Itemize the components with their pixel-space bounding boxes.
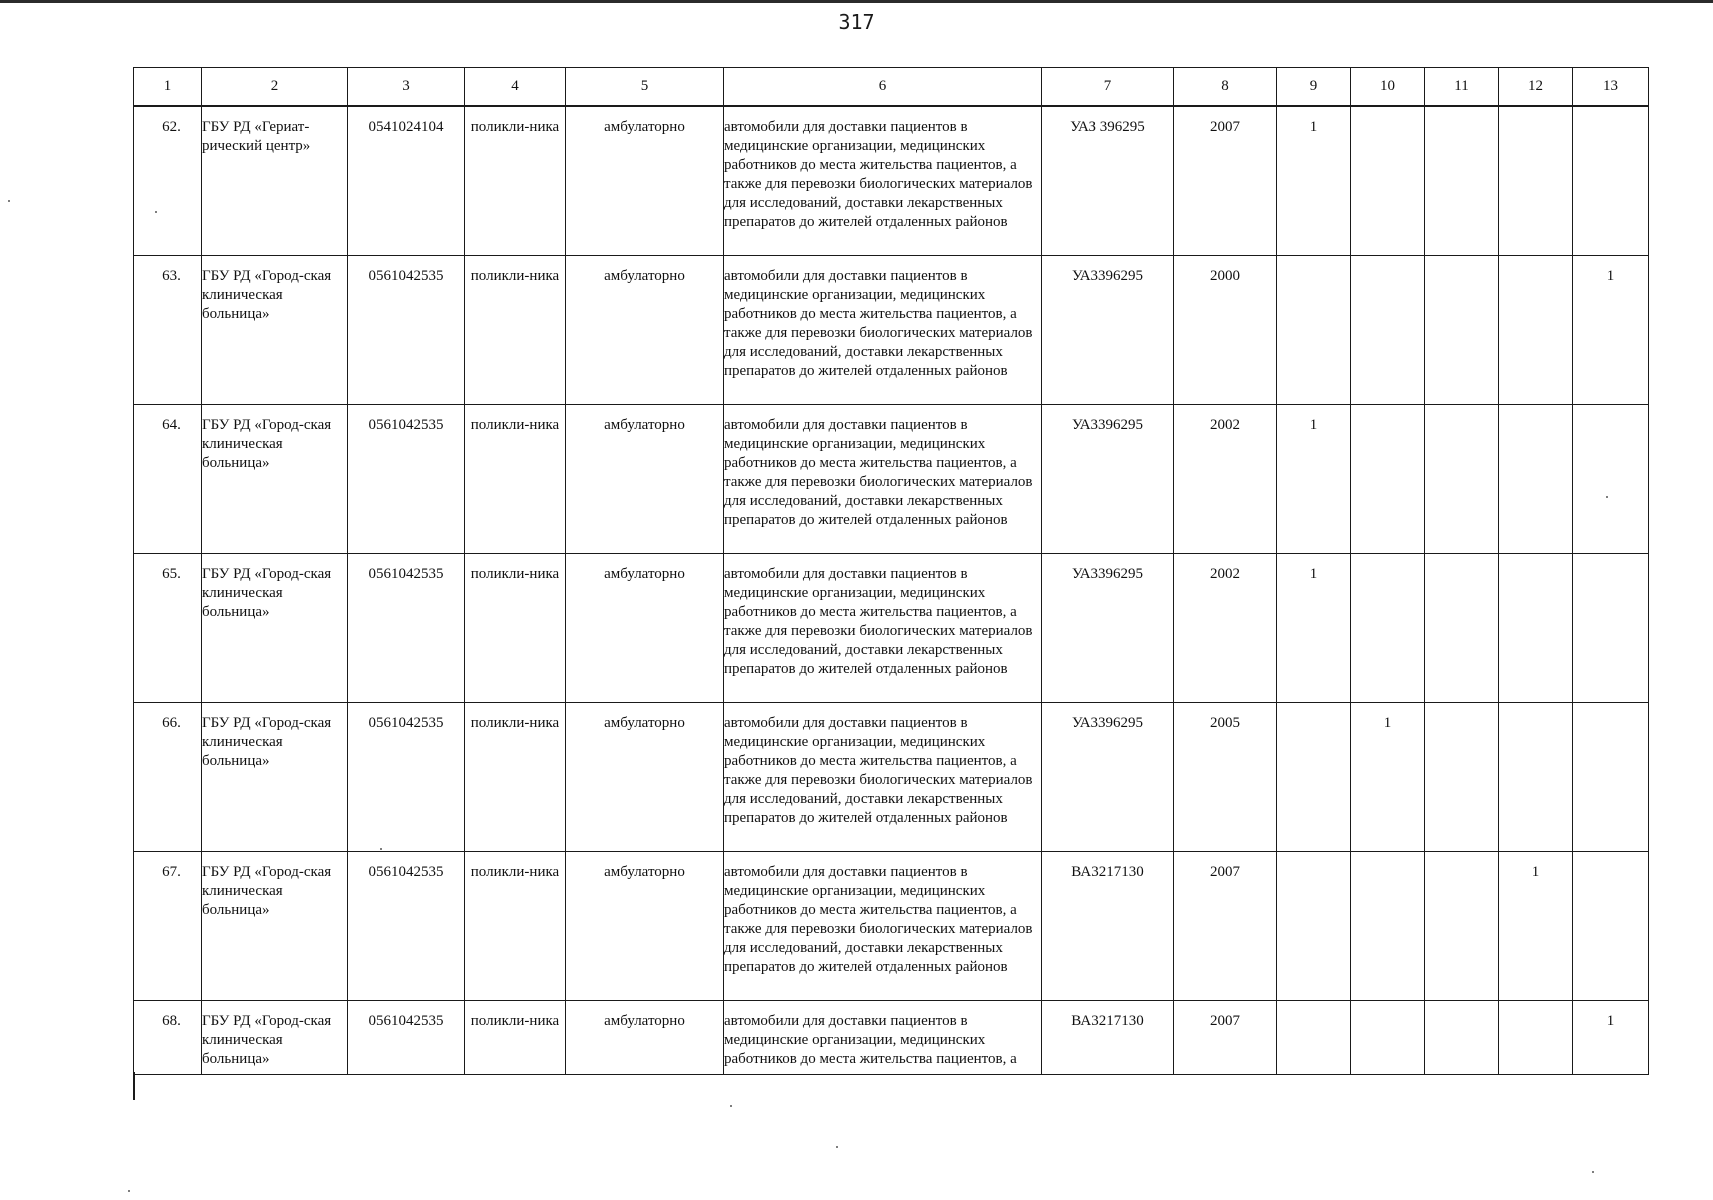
vehicle-model: УА3396295	[1071, 268, 1144, 284]
count-col-10: 1	[1383, 715, 1392, 731]
facility-type-cell	[465, 703, 566, 852]
organization-name: ГБУ РД «Город-ская клиническая больница»	[202, 864, 332, 918]
vehicle-model-cell	[1042, 703, 1174, 852]
vehicle-register-table	[133, 67, 1649, 1075]
scan-speck	[730, 1105, 732, 1107]
row-number: 63.	[162, 268, 181, 284]
count-col-9: 1	[1309, 566, 1318, 582]
count-col-12	[1499, 1001, 1572, 1012]
care-form-cell	[566, 554, 724, 703]
organization-name: ГБУ РД «Город-ская клиническая больница»	[202, 1013, 332, 1067]
facility-type: поликли-ника	[470, 864, 560, 880]
count-col-10	[1351, 405, 1424, 416]
column-header: 8	[1174, 68, 1277, 107]
header-row	[134, 68, 1649, 107]
table-row	[134, 1001, 1649, 1075]
care-form-cell	[566, 703, 724, 852]
vehicle-purpose: автомобили для доставки пациентов в медицинские организации, медицинских работников до места жительства пациентов, а также для перевозки биологических материалов для исследований, доставки лекарственных препаратов до жителей отдаленных районов	[724, 119, 1033, 230]
count-col-12-cell	[1499, 703, 1573, 852]
count-col-13	[1573, 703, 1648, 714]
vehicle-purpose: автомобили для доставки пациентов в медицинские организации, медицинских работников до места жительства пациентов, а также для перевозки биологических материалов для исследований, доставки лекарственных препаратов до жителей отдаленных районов	[724, 566, 1033, 677]
vehicle-year-cell	[1174, 1001, 1277, 1075]
count-col-13	[1573, 554, 1648, 565]
inn-code-cell	[348, 256, 465, 405]
row-number-cell	[134, 106, 202, 256]
vehicle-year-cell	[1174, 256, 1277, 405]
count-col-10-cell	[1351, 106, 1425, 256]
count-col-13-cell	[1573, 554, 1649, 703]
count-col-13-cell	[1573, 106, 1649, 256]
scan-speck	[1592, 1171, 1594, 1173]
row-number-cell	[134, 554, 202, 703]
column-header: 12	[1499, 68, 1573, 107]
count-col-12: 1	[1531, 864, 1540, 880]
column-header: 10	[1351, 68, 1425, 107]
vehicle-model-cell	[1042, 554, 1174, 703]
column-header: 13	[1573, 68, 1649, 107]
count-col-11-cell	[1425, 703, 1499, 852]
column-header: 1	[134, 68, 202, 107]
care-form: амбулаторно	[604, 268, 685, 284]
count-col-13: 1	[1606, 1013, 1615, 1029]
vehicle-year: 2002	[1210, 417, 1240, 433]
count-col-11-cell	[1425, 554, 1499, 703]
organization-name-cell	[202, 1001, 348, 1075]
count-col-10-cell	[1351, 852, 1425, 1001]
care-form-cell	[566, 852, 724, 1001]
care-form: амбулаторно	[604, 119, 685, 135]
vehicle-purpose-cell	[724, 554, 1042, 703]
vehicle-year-cell	[1174, 852, 1277, 1001]
vehicle-model: ВА3217130	[1071, 864, 1144, 880]
column-header: 9	[1277, 68, 1351, 107]
count-col-9: 1	[1309, 119, 1318, 135]
row-number: 67.	[162, 864, 181, 880]
vehicle-purpose: автомобили для доставки пациентов в медицинские организации, медицинских работников до места жительства пациентов, а также для перевозки биологических материалов для исследований, доставки лекарственных препаратов до жителей отдаленных районов	[724, 864, 1033, 975]
vehicle-year-cell	[1174, 703, 1277, 852]
count-col-13-cell	[1573, 256, 1649, 405]
count-col-13-cell	[1573, 405, 1649, 554]
count-col-11-cell	[1425, 852, 1499, 1001]
inn-code: 0561042535	[368, 864, 444, 880]
organization-name-cell	[202, 554, 348, 703]
count-col-9	[1277, 1001, 1350, 1012]
care-form: амбулаторно	[604, 715, 685, 731]
count-col-10	[1351, 107, 1424, 118]
table-row	[134, 256, 1649, 405]
care-form: амбулаторно	[604, 864, 685, 880]
vehicle-purpose-cell	[724, 852, 1042, 1001]
count-col-13	[1573, 107, 1648, 118]
column-header: 3	[348, 68, 465, 107]
inn-code-cell	[348, 405, 465, 554]
count-col-12	[1499, 405, 1572, 416]
vehicle-year-cell	[1174, 554, 1277, 703]
vehicle-year: 2007	[1210, 1013, 1240, 1029]
facility-type-cell	[465, 106, 566, 256]
count-col-12	[1499, 554, 1572, 565]
column-header: 7	[1042, 68, 1174, 107]
count-col-11	[1425, 405, 1498, 416]
table-row	[134, 405, 1649, 554]
vehicle-year-cell	[1174, 405, 1277, 554]
table-row	[134, 852, 1649, 1001]
count-col-10-cell	[1351, 405, 1425, 554]
facility-type: поликли-ника	[470, 417, 560, 433]
row-number: 68.	[162, 1013, 181, 1029]
count-col-11	[1425, 852, 1498, 863]
count-col-12	[1499, 107, 1572, 118]
count-col-13-cell	[1573, 852, 1649, 1001]
vehicle-model-cell	[1042, 852, 1174, 1001]
inn-code: 0541024104	[368, 119, 444, 135]
vehicle-purpose: автомобили для доставки пациентов в медицинские организации, медицинских работников до места жительства пациентов, а	[724, 1013, 1017, 1067]
vehicle-purpose: автомобили для доставки пациентов в медицинские организации, медицинских работников до места жительства пациентов, а также для перевозки биологических материалов для исследований, доставки лекарственных препаратов до жителей отдаленных районов	[724, 715, 1033, 826]
table-row	[134, 703, 1649, 852]
vehicle-year: 2007	[1210, 119, 1240, 135]
inn-code-cell	[348, 1001, 465, 1075]
table-row	[134, 554, 1649, 703]
column-header: 4	[465, 68, 566, 107]
vehicle-year-cell	[1174, 106, 1277, 256]
count-col-9	[1277, 256, 1350, 267]
facility-type: поликли-ника	[470, 715, 560, 731]
column-header: 5	[566, 68, 724, 107]
organization-name: ГБУ РД «Гериат-рический центр»	[202, 119, 311, 154]
vehicle-model-cell	[1042, 256, 1174, 405]
facility-type-cell	[465, 852, 566, 1001]
vehicle-purpose-cell	[724, 106, 1042, 256]
count-col-11	[1425, 703, 1498, 714]
care-form-cell	[566, 1001, 724, 1075]
vehicle-model-cell	[1042, 106, 1174, 256]
care-form-cell	[566, 256, 724, 405]
count-col-12-cell	[1499, 852, 1573, 1001]
care-form-cell	[566, 106, 724, 256]
count-col-10	[1351, 1001, 1424, 1012]
count-col-11-cell	[1425, 1001, 1499, 1075]
organization-name-cell	[202, 852, 348, 1001]
row-number-cell	[134, 256, 202, 405]
vehicle-model: ВА3217130	[1071, 1013, 1144, 1029]
scan-speck	[155, 211, 157, 213]
table-row	[134, 106, 1649, 256]
vehicle-model-cell	[1042, 405, 1174, 554]
count-col-11	[1425, 1001, 1498, 1012]
facility-type: поликли-ника	[470, 119, 560, 135]
count-col-13	[1573, 852, 1648, 863]
organization-name-cell	[202, 256, 348, 405]
facility-type-cell	[465, 405, 566, 554]
count-col-9-cell	[1277, 1001, 1351, 1075]
count-col-9	[1277, 852, 1350, 863]
count-col-11	[1425, 256, 1498, 267]
vehicle-model: УА3396295	[1071, 566, 1144, 582]
inn-code: 0561042535	[368, 566, 444, 582]
care-form: амбулаторно	[604, 417, 685, 433]
count-col-12-cell	[1499, 256, 1573, 405]
vehicle-year: 2002	[1210, 566, 1240, 582]
vehicle-purpose-cell	[724, 1001, 1042, 1075]
inn-code-cell	[348, 703, 465, 852]
count-col-12-cell	[1499, 1001, 1573, 1075]
organization-name: ГБУ РД «Город-ская клиническая больница»	[202, 566, 332, 620]
vehicle-model: УА3396295	[1071, 715, 1144, 731]
vehicle-year: 2000	[1210, 268, 1240, 284]
page-edge-mark	[133, 1072, 135, 1100]
vehicle-purpose-cell	[724, 405, 1042, 554]
count-col-13-cell	[1573, 703, 1649, 852]
organization-name: ГБУ РД «Город-ская клиническая больница»	[202, 715, 332, 769]
facility-type-cell	[465, 1001, 566, 1075]
vehicle-purpose: автомобили для доставки пациентов в медицинские организации, медицинских работников до места жительства пациентов, а также для перевозки биологических материалов для исследований, доставки лекарственных препаратов до жителей отдаленных районов	[724, 268, 1033, 379]
organization-name-cell	[202, 703, 348, 852]
count-col-12	[1499, 256, 1572, 267]
facility-type-cell	[465, 256, 566, 405]
top-border-line	[0, 0, 1713, 3]
count-col-13: 1	[1606, 268, 1615, 284]
row-number-cell	[134, 703, 202, 852]
count-col-12-cell	[1499, 554, 1573, 703]
count-col-12-cell	[1499, 106, 1573, 256]
count-col-9	[1277, 703, 1350, 714]
count-col-11-cell	[1425, 256, 1499, 405]
inn-code-cell	[348, 106, 465, 256]
vehicle-model: УАЗ 396295	[1070, 119, 1145, 135]
count-col-9-cell	[1277, 554, 1351, 703]
count-col-10-cell	[1351, 703, 1425, 852]
column-header: 2	[202, 68, 348, 107]
row-number-cell	[134, 405, 202, 554]
count-col-10-cell	[1351, 256, 1425, 405]
inn-code: 0561042535	[368, 1013, 444, 1029]
facility-type: поликли-ника	[470, 566, 560, 582]
inn-code: 0561042535	[368, 268, 444, 284]
organization-name: ГБУ РД «Город-ская клиническая больница»	[202, 268, 332, 322]
count-col-10-cell	[1351, 1001, 1425, 1075]
count-col-10	[1351, 256, 1424, 267]
facility-type: поликли-ника	[470, 268, 560, 284]
organization-name: ГБУ РД «Город-ская клиническая больница»	[202, 417, 332, 471]
count-col-9-cell	[1277, 405, 1351, 554]
count-col-12	[1499, 703, 1572, 714]
column-header: 6	[724, 68, 1042, 107]
count-col-10-cell	[1351, 554, 1425, 703]
row-number-cell	[134, 1001, 202, 1075]
inn-code: 0561042535	[368, 715, 444, 731]
scan-speck	[128, 1190, 130, 1192]
count-col-13-cell	[1573, 1001, 1649, 1075]
count-col-11	[1425, 107, 1498, 118]
count-col-9-cell	[1277, 703, 1351, 852]
column-header: 11	[1425, 68, 1499, 107]
care-form: амбулаторно	[604, 1013, 685, 1029]
row-number: 62.	[162, 119, 181, 135]
count-col-9-cell	[1277, 106, 1351, 256]
care-form-cell	[566, 405, 724, 554]
count-col-13	[1573, 405, 1648, 416]
count-col-10	[1351, 852, 1424, 863]
count-col-9-cell	[1277, 256, 1351, 405]
row-number: 66.	[162, 715, 181, 731]
inn-code: 0561042535	[368, 417, 444, 433]
vehicle-model-cell	[1042, 1001, 1174, 1075]
scan-speck	[1606, 496, 1608, 498]
count-col-10	[1351, 554, 1424, 565]
vehicle-model: УА3396295	[1071, 417, 1144, 433]
vehicle-purpose-cell	[724, 703, 1042, 852]
row-number: 65.	[162, 566, 181, 582]
scan-speck	[380, 848, 382, 850]
count-col-12-cell	[1499, 405, 1573, 554]
vehicle-year: 2007	[1210, 864, 1240, 880]
scan-speck	[8, 200, 10, 202]
count-col-9-cell	[1277, 852, 1351, 1001]
count-col-11-cell	[1425, 106, 1499, 256]
row-number-cell	[134, 852, 202, 1001]
page-number: 317	[838, 10, 875, 34]
facility-type-cell	[465, 554, 566, 703]
count-col-11-cell	[1425, 405, 1499, 554]
organization-name-cell	[202, 106, 348, 256]
count-col-9: 1	[1309, 417, 1318, 433]
table-body	[134, 106, 1649, 1075]
vehicle-purpose: автомобили для доставки пациентов в медицинские организации, медицинских работников до места жительства пациентов, а также для перевозки биологических материалов для исследований, доставки лекарственных препаратов до жителей отдаленных районов	[724, 417, 1033, 528]
inn-code-cell	[348, 554, 465, 703]
inn-code-cell	[348, 852, 465, 1001]
care-form: амбулаторно	[604, 566, 685, 582]
vehicle-purpose-cell	[724, 256, 1042, 405]
scan-speck	[836, 1146, 838, 1148]
organization-name-cell	[202, 405, 348, 554]
row-number: 64.	[162, 417, 181, 433]
facility-type: поликли-ника	[470, 1013, 560, 1029]
vehicle-year: 2005	[1210, 715, 1240, 731]
count-col-11	[1425, 554, 1498, 565]
